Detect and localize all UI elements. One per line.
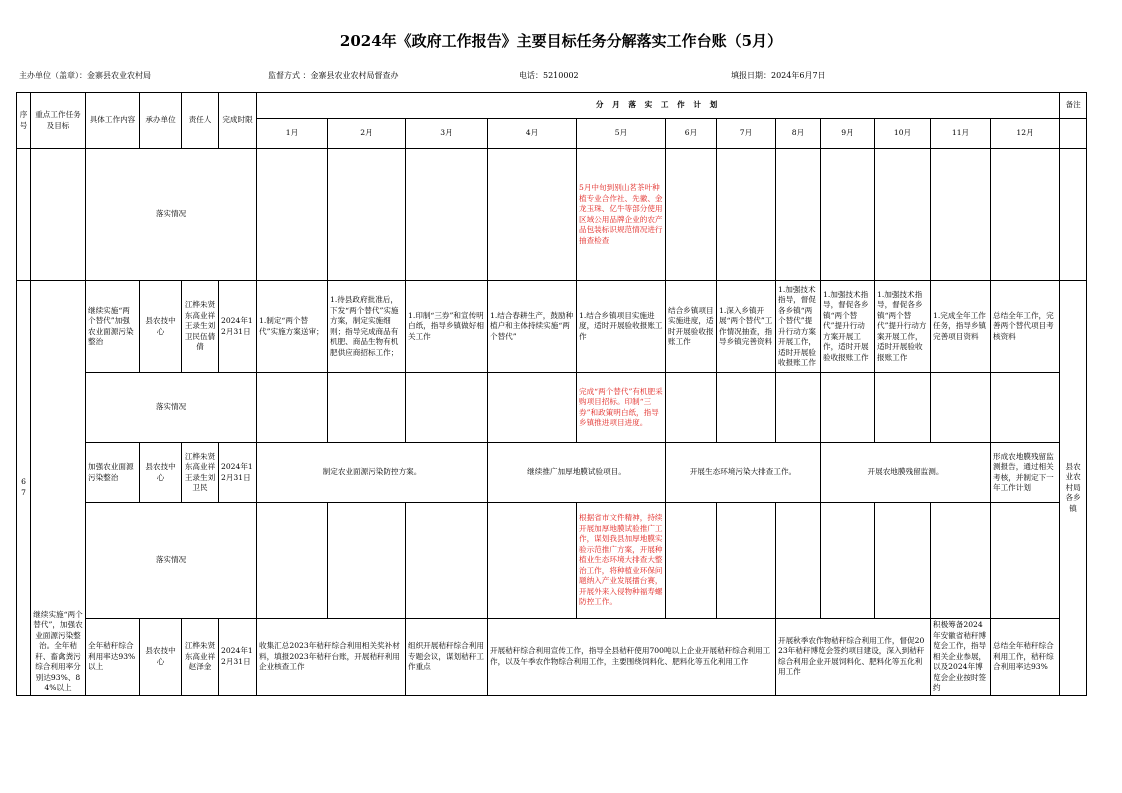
header-month-11: 11月	[931, 119, 991, 149]
header-content: 具体工作内容	[86, 93, 140, 149]
row2-m12: 总结全年工作，完善两个替代项目考核资料	[991, 281, 1060, 373]
row3-m12: 形成农地膜残留监测报告，通过相关考核，并制定下一年工作计划	[991, 443, 1060, 503]
row-seq: 67	[17, 281, 31, 696]
row2-content: 继续实施“两个替代”加强农业面源污染整治	[86, 281, 140, 373]
table-row	[17, 149, 1087, 281]
row3-m4-5: 继续推广加厚地膜试验项目。	[488, 443, 666, 503]
row4-person: 江桦朱贤东高业祥赵泽金	[182, 619, 219, 696]
row4-m3: 组织开展秸秆综合利用专题会议，谋划秸秆工作重点	[406, 619, 488, 696]
row4-m1-2: 收集汇总2023年秸秆综合利用相关奖补材料，填报2023年秸秆台账，开展秸秆利用企业核查工作	[257, 619, 406, 696]
header-month-8: 8月	[776, 119, 821, 149]
header-unit: 承办单位	[140, 93, 182, 149]
row2-m9: 1.加强技术指导，督促各乡镇“两个替代”提升行动方案开展工作，适时开展验收报账工作	[821, 281, 875, 373]
fill-date-label: 填报日期：2024年6月7日	[731, 71, 826, 80]
header-month-6: 6月	[666, 119, 717, 149]
header-seq: 序号	[17, 93, 31, 149]
row3-person: 江桦朱贤东高业祥王录生刘卫民	[182, 443, 219, 503]
header-month-7: 7月	[717, 119, 776, 149]
row4-unit: 县农技中心	[140, 619, 182, 696]
status-may-2: 完成“两个替代”有机肥采购项目招标。印制“三券”和政策明白纸，指导乡镇推进项目进度。	[577, 373, 666, 443]
row2-m2: 1.待县政府批准后，下发“两个替代”实施方案，制定实施细则；指导完成商品有机肥、商品生物有机肥供应商招标工作；	[328, 281, 406, 373]
task-ledger-table	[16, 92, 1087, 696]
table-row	[17, 503, 1087, 619]
row2-m6: 结合乡镇项目实施进度，适时开展验收报账工作	[666, 281, 717, 373]
header-deadline: 完成时限	[219, 93, 257, 149]
row3-m9-11: 开展农地膜残留监测。	[821, 443, 991, 503]
header-month-10: 10月	[875, 119, 931, 149]
table-row	[17, 619, 1087, 696]
phone-label: 电话：5210002	[519, 71, 579, 80]
status-label: 落实情况	[86, 373, 257, 443]
row2-m3: 1.印制“三券”和宣传明白纸，指导乡镇做好相关工作	[406, 281, 488, 373]
row2-m8: 1.加强技术指导，督促各乡镇“两个替代”提升行动方案开展工作，适时开展验收报账工作	[776, 281, 821, 373]
status-label: 落实情况	[86, 503, 257, 619]
status-may-3: 根据省市文件精神，持续开展加厚地膜试验推广工作，谋划我县加厚地膜实验示范推广方案，开展种植业生态环境大排查大整治工作，将种植业环保问题纳入产业发展擂台赛，开展外来入侵物种福寿螺防控工作。	[577, 503, 666, 619]
row2-m5: 1.结合乡镇项目实施进度，适时开展验收报账工作	[577, 281, 666, 373]
table-row	[17, 281, 1087, 373]
header-month-5: 5月	[577, 119, 666, 149]
table-row	[17, 443, 1087, 503]
row2-deadline: 2024年12月31日	[219, 281, 257, 373]
header-month-9: 9月	[821, 119, 875, 149]
header-month-12: 12月	[991, 119, 1060, 149]
row3-unit: 县农技中心	[140, 443, 182, 503]
status-may-1: 5月中旬到别山茗茶叶种植专业合作社、先徽、金龙玉珠、亿牛等部分使用区域公用品牌企业的农产品包装标识规范情况进行抽查检查	[577, 149, 666, 281]
row2-m4: 1.结合春耕生产，鼓励种植户和主体持续实施“两个替代”	[488, 281, 577, 373]
header-month-4: 4月	[488, 119, 577, 149]
row3-content: 加强农业面源污染整治	[86, 443, 140, 503]
status-label: 落实情况	[86, 149, 257, 281]
row4-m4-7: 开展秸秆综合利用宣传工作，指导全县秸秆使用700吨以上企业开展秸秆综合利用工作，以及午季农作物综合利用工作，主要围绕饲料化、肥料化等五化利用工作	[488, 619, 776, 696]
header-month-3: 3月	[406, 119, 488, 149]
row4-m11: 积极筹备2024年安徽省秸秆博览会工作，指导相关企业参展，以及2024年博览会企业按时签约	[931, 619, 991, 696]
row3-m1-3: 制定农业面源污染防控方案。	[257, 443, 488, 503]
header-plan: 分 月 落 实 工 作 计 划	[257, 93, 1060, 119]
row2-m7: 1.深入乡镇开展“两个替代”工作情况抽查，指导乡镇完善资料	[717, 281, 776, 373]
row4-content: 全年秸秆综合利用率达93%以上	[86, 619, 140, 696]
header-note-blank	[1060, 119, 1087, 149]
header-key-task: 重点工作任务及目标	[31, 93, 86, 149]
row-key-task: 继续实施“两个替代”，加强农业面源污染整治。全年秸秆、畜禽粪污综合利用率分别达93%、84%以上	[31, 281, 86, 696]
row2-m11: 1.完成全年工作任务，指导乡镇完善项目资料	[931, 281, 991, 373]
page-title: 2024年《政府工作报告》主要目标任务分解落实工作台账（5月）	[339, 32, 783, 50]
header-row-1	[17, 93, 1087, 119]
row2-m1: 1.制定“两个替代”实施方案送审；	[257, 281, 328, 373]
header-person: 责任人	[182, 93, 219, 149]
row3-m6-8: 开展生态环境污染大排查工作。	[666, 443, 821, 503]
table-row	[17, 373, 1087, 443]
row3-deadline: 2024年12月31日	[219, 443, 257, 503]
row2-m10: 1.加强技术指导，督促各乡镇“两个替代”提升行动方案开展工作，适时开展验收报账工作	[875, 281, 931, 373]
row4-m8-10: 开展秋季农作物秸秆综合利用工作，督促2023年秸秆博览会签约项目建设，深入到秸秆综合利用企业开展饲料化、肥料化等五化利用工作	[776, 619, 931, 696]
row-note: 县农业农村局各乡镇	[1060, 281, 1087, 696]
header-month-1: 1月	[257, 119, 328, 149]
header-month-2: 2月	[328, 119, 406, 149]
organizer-label: 主办单位（盖章）：金寨县农业农村局	[19, 71, 151, 80]
row4-m12: 总结全年秸秆综合利用工作，秸秆综合利用率达93%	[991, 619, 1060, 696]
row4-deadline: 2024年12月31日	[219, 619, 257, 696]
row2-person: 江桦朱贤东高业祥王录生刘卫民伍倩倩	[182, 281, 219, 373]
header-note: 备注	[1060, 93, 1087, 119]
supervision-label: 监督方式 ：金寨县农业农村局督查办	[268, 71, 399, 80]
row2-unit: 县农技中心	[140, 281, 182, 373]
